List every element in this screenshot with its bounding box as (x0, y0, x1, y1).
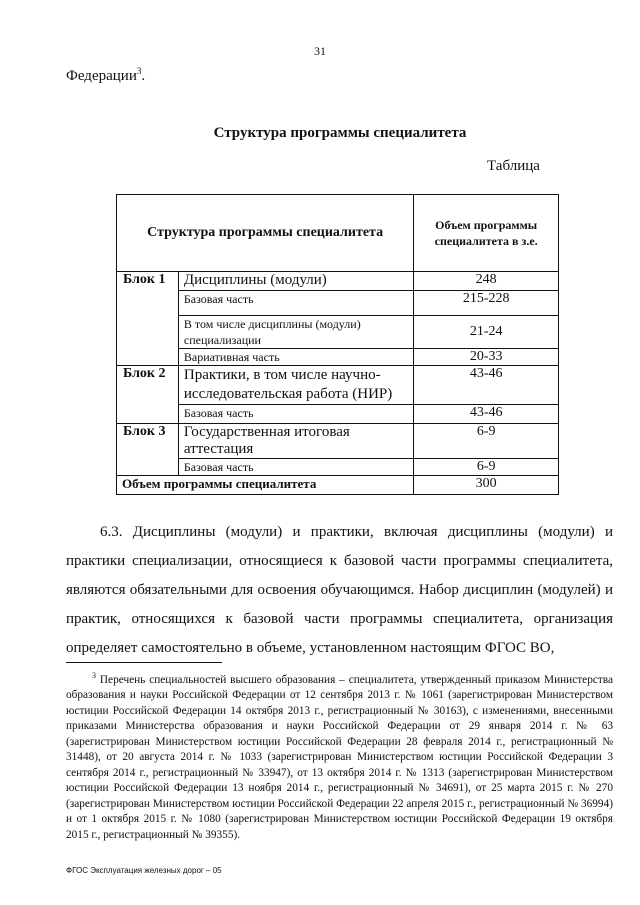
row-value: 6-9 (414, 424, 559, 459)
row-value: 215-228 (414, 291, 559, 316)
row-name: Базовая часть (178, 405, 413, 424)
row-name: В том числе дисциплины (модули) специализации (178, 316, 413, 349)
row-value: 20-33 (414, 349, 559, 366)
document-footer: ФГОС Эксплуатация железных дорог – 05 (66, 866, 222, 875)
table-header-row (117, 195, 559, 272)
table-row (117, 424, 559, 459)
total-value: 300 (414, 476, 559, 495)
row-value: 248 (414, 272, 559, 291)
table-row (117, 349, 559, 366)
block-3-label: Блок 3 (117, 424, 179, 476)
row-value: 43-46 (414, 366, 559, 405)
footnote-number: 3 (92, 671, 96, 680)
paragraph-text: 6.3. Дисциплины (модули) и практики, включая дисциплины (модули) и практики специализации, относящиеся к базовой части программы специалитета, являются обязательными для освоения обучающимся. Набор дисциплин (модулей) и практик, относящихся к базовой части программы специалитета, организация определяет самостоятельно в объеме, установленном настоящим ФГОС ВО, (66, 524, 613, 656)
row-name: Государственная итоговая аттестация (178, 424, 413, 459)
block-2-label: Блок 2 (117, 366, 179, 424)
block-1-label: Блок 1 (117, 272, 179, 366)
continuation-word: Федерации (66, 68, 137, 84)
table-total-row (117, 476, 559, 495)
row-name: Вариативная часть (178, 349, 413, 366)
section-title: Структура программы специалитета (213, 125, 467, 141)
row-value: 43-46 (414, 405, 559, 424)
header-volume: Объем программы специалитета в з.е. (414, 195, 559, 272)
table-label: Таблица (487, 158, 540, 174)
program-structure-table (116, 194, 559, 495)
page-number: 31 (314, 44, 326, 58)
continuation-period: . (141, 68, 146, 84)
total-label: Объем программы специалитета (117, 476, 414, 495)
row-value: 21-24 (414, 316, 559, 349)
row-value: 6-9 (414, 459, 559, 476)
row-name: Базовая часть (178, 459, 413, 476)
row-name: Дисциплины (модули) (178, 272, 413, 291)
table-row (117, 272, 559, 291)
footnote-separator (66, 662, 222, 663)
header-structure: Структура программы специалитета (117, 195, 414, 272)
table-row (117, 405, 559, 424)
row-name: Базовая часть (178, 291, 413, 316)
footnote (66, 668, 613, 843)
body-paragraph (66, 518, 613, 663)
table-row (117, 316, 559, 349)
footnote-text: Перечень специальностей высшего образования – специалитета, утвержденный приказом Министерства образования и науки Российской Федерации от 12 сентября 2013 г. № 1061 (зарегистрирован Министерством юстиции Российской Федерации 14 октября 2013 г., регистрационный № 30163), с изменениями, внесенными приказами Министерства образования и науки Российской Федерации от 29 января 2014 г. № 63 (зарегистрирован Министерством юстиции Российской Федерации 28 февраля 2014 г., регистрационный № 31448), от 20 августа 2014 г. № 1033 (зарегистрирован Министерством юстиции Российской Федерации 3 сентября 2014 г., регистрационный № 33947), от 13 октября 2014 г. № 1313 (зарегистрирован Министерством юстиции Российской Федерации 13 ноября 2014 г., регистрационный № 34691), от 25 марта 2015 г. № 270 (зарегистрирован Министерством юстиции Российской Федерации 22 апреля 2015 г., регистрационный № 36994) и от 1 октября 2015 г. № 1080 (зарегистрирован Министерством юстиции Российской Федерации 19 октября 2015 г., регистрационный № 39355). (66, 673, 613, 841)
table-row (117, 291, 559, 316)
table-row (117, 366, 559, 405)
table-row (117, 459, 559, 476)
footnote-reference: 3 (136, 66, 142, 76)
continuation-text (66, 66, 145, 85)
row-name: Практики, в том числе научно-исследовательская работа (НИР) (178, 366, 413, 405)
